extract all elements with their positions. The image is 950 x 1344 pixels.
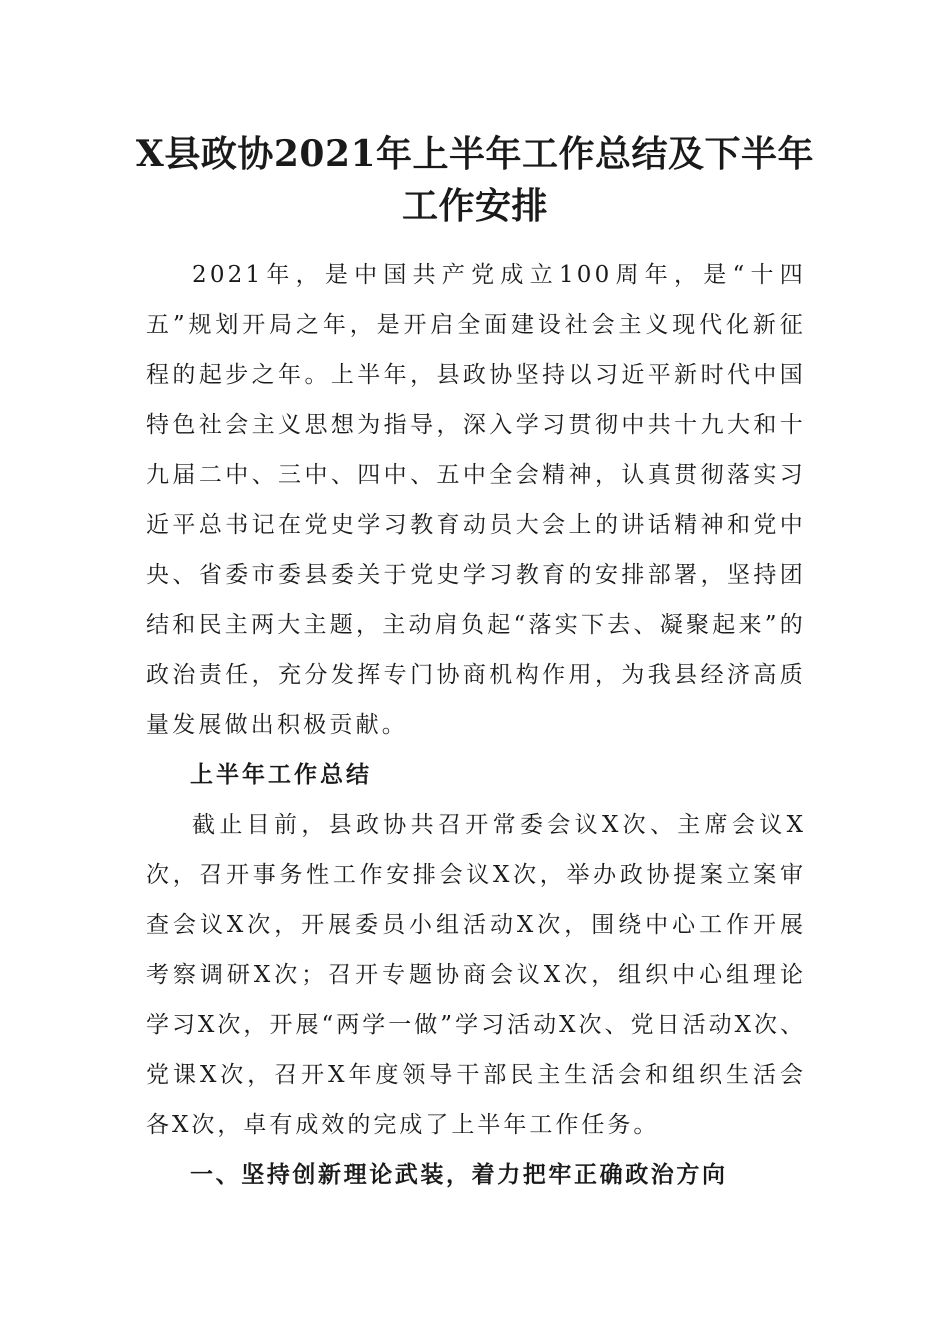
document-title	[110, 128, 840, 232]
title-line-2: 工作安排	[401, 185, 548, 227]
title-line-1: X县政协2021年上半年工作总结及下半年	[135, 133, 815, 175]
summary-paragraph: 截止目前，县政协共召开常委会议X次、主席会议X次，召开事务性工作安排会议X次，举办政协提案立案审查会议X次，开展委员小组活动X次，围绕中心工作开展考察调研X次；召开专题协商会议X次，组织中心组理论学习X次，开展“两学一做”学习活动X次、党日活动X次、党课X次，召开X年度领导干部民主生活会和组织生活会各X次，卓有成效的完成了上半年工作任务。	[146, 812, 806, 1138]
summary-heading: 上半年工作总结	[190, 761, 372, 788]
section-heading-1: 一、坚持创新理论武装，着力把牢正确政治方向	[190, 1161, 728, 1188]
intro-paragraph: 2021年，是中国共产党成立100周年，是“十四五”规划开局之年，是开启全面建设社会主义现代化新征程的起步之年。上半年，县政协坚持以习近平新时代中国特色社会主义思想为指导，深入学习贯彻中共十九大和十九届二中、三中、四中、五中全会精神，认真贯彻落实习近平总书记在党史学习教育动员大会上的讲话精神和党中央、省委市委县委关于党史学习教育的安排部署，坚持团结和民主两大主题，主动肩负起“落实下去、凝聚起来”的政治责任，充分发挥专门协商机构作用，为我县经济高质量发展做出积极贡献。	[146, 262, 806, 738]
